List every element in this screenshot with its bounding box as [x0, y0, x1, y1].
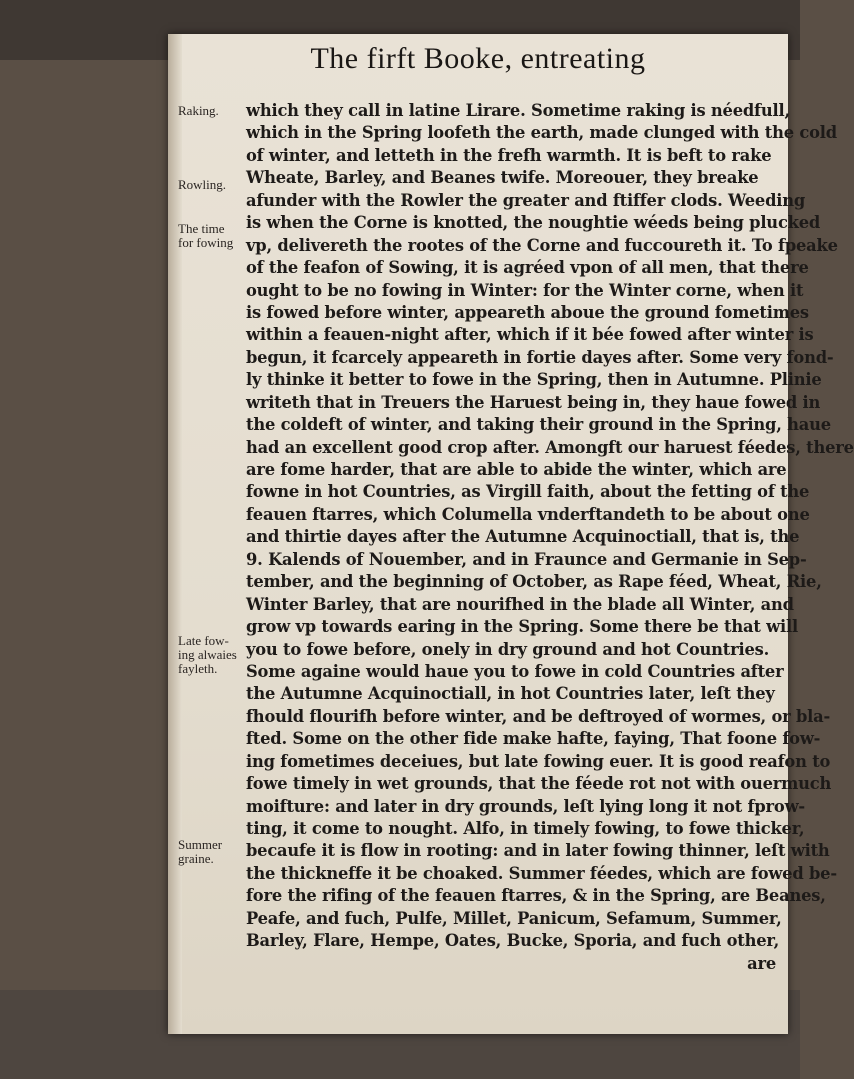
- text-line: ting, it come to nought. Alfo, in timely fowing, to fowe thicker,: [246, 819, 805, 838]
- margin-note-summer-grain: [178, 838, 248, 866]
- text-line: Barley, Flare, Hempe, Oates, Bucke, Sporia, and fuch other,: [246, 931, 780, 951]
- text-line: is when the Corne is knotted, the noughtie wéeds being plucked: [246, 213, 821, 233]
- margin-note-line: Rowling.: [178, 177, 227, 192]
- text-line: writeth that in Treuers the Haruest being in, they haue fowed in: [246, 392, 821, 412]
- text-line: fted. Some on the other fide make hafte, faying, That foone fow-: [246, 729, 821, 749]
- text-line: and thirtie dayes after the Autumne Acquinoctiall, that is, the: [246, 527, 800, 547]
- text-line: tember, and the beginning of October, as Rape féed, Wheat, Rie,: [246, 572, 822, 592]
- text-line: ought to be no fowing in Winter: for the Winter corne, when it: [246, 280, 804, 300]
- text-line: is fowed before winter, appeareth aboue the ground fometimes: [246, 302, 809, 322]
- text-line: are: [747, 953, 776, 973]
- text-line: had an excellent good crop after. Amongft our haruest féedes, there: [246, 437, 854, 457]
- text-line: of winter, and letteth in the frefh warmth. It is beft to rake: [246, 145, 772, 165]
- book-page: [168, 34, 854, 1034]
- text-line: afunder with the Rowler the greater and ftiffer clods. Weeding: [246, 190, 806, 210]
- text-line: ly thinke it better to fowe in the Spring, then in Autumne. Plinie: [246, 370, 822, 390]
- text-line: fore the rifing of the feauen ftarres, & in the Spring, are Beanes,: [246, 886, 826, 906]
- text-line: grow vp towards earing in the Spring. Some there be that will: [246, 617, 798, 637]
- text-line: fhould flourifh before winter, and be deftroyed of wormes, or bla-: [246, 706, 831, 726]
- text-line: Peafe, and fuch, Pulfe, Millet, Panicum, Sefamum, Summer,: [246, 908, 782, 928]
- text-line: Wheate, Barley, and Beanes twife. Moreouer, they breake: [246, 168, 759, 188]
- text-line: Some againe would haue you to fowe in cold Countries after: [246, 661, 784, 681]
- margin-note-line: Summer: [178, 837, 223, 852]
- text-line: the Autumne Acquinoctiall, in hot Countries later, leſt they: [246, 684, 775, 704]
- margin-note-raking: [178, 104, 248, 118]
- text-line: are fome harder, that are able to abide the winter, which are: [246, 460, 787, 479]
- body-text: [246, 100, 854, 975]
- margin-note-line: fayleth.: [178, 661, 218, 676]
- text-line: moifture: and later in dry grounds, leſt lying long it not fprow-: [246, 796, 805, 816]
- margin-note-line: Late fow-: [178, 633, 229, 648]
- margin-note-late-sowing: [178, 634, 248, 676]
- text-line: 9. Kalends of Nouember, and in Fraunce and Germanie in Sep-: [246, 549, 807, 569]
- text-line: the thickneffe it be choaked. Summer féedes, which are fowed be-: [246, 863, 837, 883]
- running-head: The firft Booke, entreating: [310, 42, 646, 75]
- text-line: begun, it fcarcely appeareth in fortie dayes after. Some very fond-: [246, 347, 834, 367]
- text-line: ing fometimes deceiues, but late fowing euer. It is good reafon to: [246, 751, 831, 771]
- text-line: you to fowe before, onely in dry ground and hot Countries.: [246, 639, 770, 659]
- margin-note-time-for-sowing: [178, 222, 248, 250]
- text-line: Winter Barley, that are nourifhed in the blade all Winter, and: [246, 594, 794, 614]
- text-line: within a feauen-night after, which if it bée fowed after winter is: [246, 325, 814, 345]
- text-line: which in the Spring loofeth the earth, made clunged with the cold: [246, 123, 837, 143]
- margin-note-line: Raking.: [178, 103, 219, 118]
- text-line: the coldeft of winter, and taking their ground in the Spring, haue: [246, 415, 831, 435]
- margin-note-line: The time: [178, 221, 225, 236]
- text-line: of the feafon of Sowing, it is agréed vpon of all men, that there: [246, 258, 809, 278]
- margin-note-line: graine.: [178, 851, 214, 866]
- text-line: fowne in hot Countries, as Virgill faith, about the fetting of the: [246, 482, 810, 502]
- text-line: which they call in latine Lirare. Sometime raking is néedfull,: [246, 101, 790, 120]
- margin-note-line: ing alwaies: [178, 647, 237, 662]
- text-line: becaufe it is flow in rooting: and in later fowing thinner, leſt with: [246, 841, 830, 861]
- margin-note-line: for fowing: [178, 235, 234, 250]
- margin-note-rowling: [178, 178, 248, 192]
- text-line: feauen ftarres, which Columella vnderftandeth to be about one: [246, 504, 810, 524]
- text-line: fowe timely in wet grounds, that the féede rot not with ouermuch: [246, 774, 832, 794]
- text-line: vp, delivereth the rootes of the Corne and fuccoureth it. To fpeake: [246, 235, 838, 255]
